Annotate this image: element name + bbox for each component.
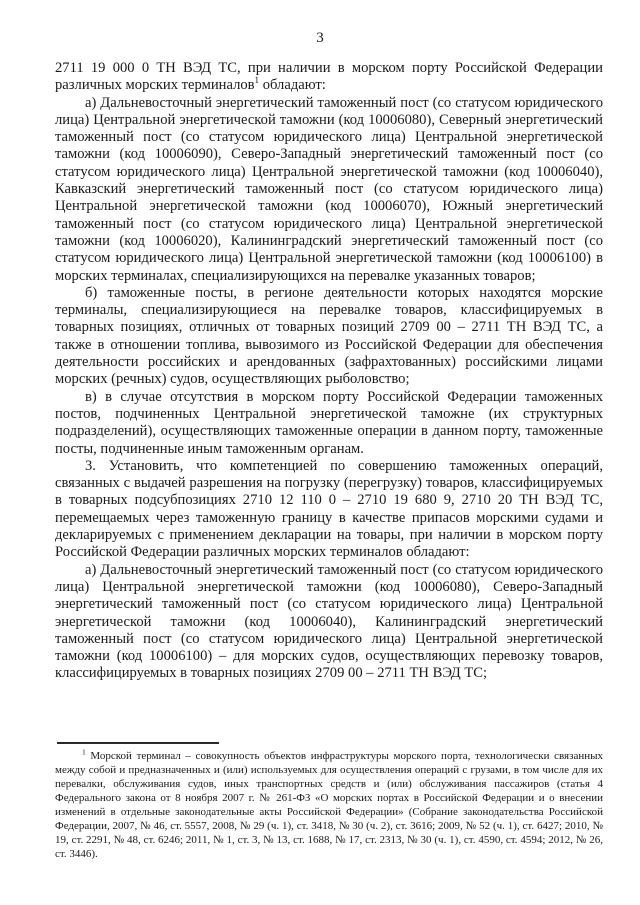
paragraph-text: обладают: (259, 77, 326, 94)
paragraph-point-3: 3. Установить, что компетенцией по совершению таможенных операций, связанных с выдачей разрешения на погрузку (перегрузку) товаров, классифицируемых в товарных подсубпозициях 2710 12 110 0 – 2710 19 680 9, 2710 20 ТН ВЭД ТС, перемещаемых через таможенную границу в качестве припасов морскими судами и декларируемых с применением декларации на товары, при наличии в морском порту Российской Федерации различных морских терминалов обладают: (55, 457, 603, 561)
paragraph-item-v: в) в случае отсутствия в морском порту Российской Федерации таможенных постов, подчиненных Центральной энергетической таможне (их структурных подразделений), осуществляющих таможенные операции в данном порту, таможенные посты, подчиненные иным таможенным органам. (55, 388, 603, 457)
paragraph-item-b: б) таможенные посты, в регионе деятельности которых находятся морские терминалы, специализирующиеся на перевалке товаров, классифицируемых в товарных позициях, отличных от товарных позиций 2709 00 – 2711 ТН ВЭД ТС, а также в отношении топлива, вывозимого из Российской Федерации для обеспечения деятельности российских и арендованных (зафрахтованных) российскими лицами морских (речных) судов, осуществляющих рыболовство; (55, 284, 603, 388)
paragraph-item-a-second: а) Дальневосточный энергетический таможенный пост (со статусом юридического лица) Центральной энергетической таможни (код 10006080), Северо-Западный энергетический таможенный пост (со статусом юридического лица) Центральной энергетической таможни (код 10006040), Калининградский энергетический таможенный пост (со статусом юридического лица) Центральной энергетической таможни (код 10006100) – для морских судов, осуществляющих перевозку товаров, классифицируемых в товарных позициях 2709 00 – 2711 ТН ВЭД ТС; (55, 561, 603, 682)
paragraph-continuation (55, 60, 603, 95)
footnote-separator (57, 742, 219, 744)
footnote-block (55, 742, 603, 861)
footnote-marker: 1 (82, 747, 86, 757)
body-text (55, 60, 603, 683)
page-number: 3 (316, 30, 324, 46)
footnote-text: Морской терминал – совокупность объектов инфраструктуры морского порта, технологически связанных между собой и предназначенных и (или) используемых для осуществления операций с грузами, в том числе для их перевалки, обслуживания судов, иных транспортных средств и (или) обслуживания пассажиров (статья 4 Федерального закона от 8 ноября 2007 г. № 261-ФЗ «О морских портах в Российской Федерации и о внесении изменений в отдельные законодательные акты Российской Федерации» (Собрание законодательства Российской Федерации, 2007, № 46, ст. 5557, 2008, № 29 (ч. 1), ст. 3418, № 30 (ч. 2), ст. 3616; 2009, № 52 (ч. 1), ст. 6427; 2010, № 19, ст. 2291, № 48, ст. 6246; 2011, № 1, ст. 3, № 13, ст. 1688, № 17, ст. 2313, № 30 (ч. 1), ст. 4590, ст. 4594; 2012, № 26, ст. 3446). (55, 750, 603, 860)
footnote (55, 749, 603, 861)
paragraph-item-a-first: а) Дальневосточный энергетический таможенный пост (со статусом юридического лица) Центральной энергетической таможни (код 10006080), Северный энергетический таможенный пост (со статусом юридического лица) Центральной энергетической таможни (код 10006090), Северо-Западный энергетический таможенный пост (со статусом юридического лица) Центральной энергетической таможни (код 10006040), Кавказский энергетический таможенный пост (со статусом юридического лица) Центральной энергетической таможни (код 10006070), Южный энергетический таможенный пост (со статусом юридического лица) Центральной энергетической таможни (код 10006020), Калининградский энергетический таможенный пост (со статусом юридического лица) Центральной энергетической таможни (код 10006100) в морских терминалах, специализирующихся на перевалке указанных товаров; (55, 94, 603, 284)
paragraph-text: 2711 19 000 0 ТН ВЭД ТС, при наличии в морском порту Российской Федерации различных морских терминалов (55, 60, 603, 94)
footnote-ref: 1 (254, 75, 260, 86)
